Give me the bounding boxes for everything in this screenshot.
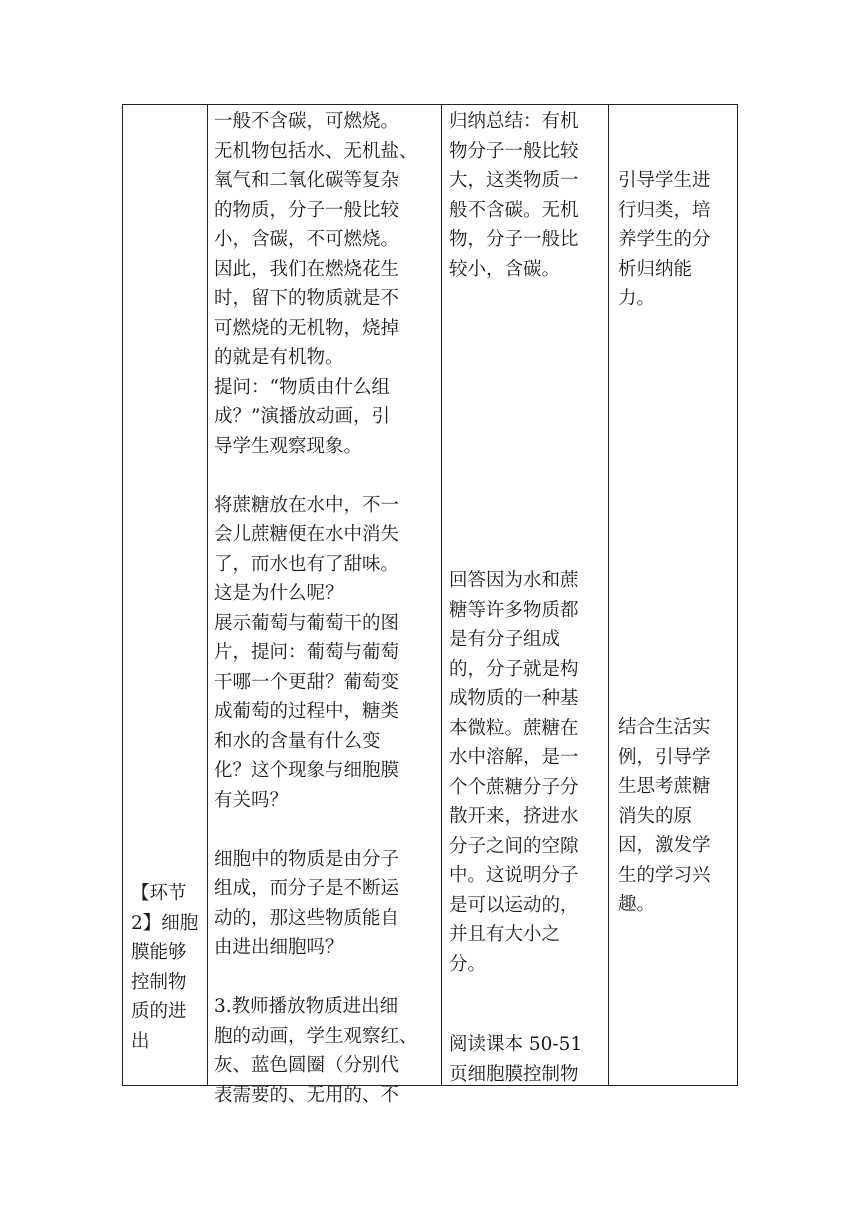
teacher-line: 导学生观察现象。 [214,435,363,457]
intent-line: 行归类，培 [618,199,711,221]
student-line: 的，分子就是构 [449,658,579,680]
lesson-plan-table [122,104,738,1106]
teacher-line: 胞的动画，学生观察红、 [214,1025,418,1047]
student-line: 页细胞膜控制物 [449,1063,579,1085]
teacher-line: 了，而水也有了甜味。 [214,553,400,575]
teacher-line: 灰、蓝色圆圈（分别代 [214,1055,400,1076]
intent-line: 消失的原 [618,805,693,827]
teacher-line: 片，提问：葡萄与葡萄 [214,642,400,663]
teacher-line: 表需要的、无用的、不 [214,1084,400,1106]
student-line: 是可以运动的， [449,894,579,916]
stage-line: 膜能够 [131,942,187,963]
teacher-line: 时，留下的物质就是不 [214,288,400,309]
column-divider [608,105,609,1085]
teacher-line: 成葡萄的过程中，糖类 [214,701,400,722]
teacher-line: 3.教师播放物质进出细 [214,996,399,1017]
teacher-line: 的就是有机物。 [214,347,344,368]
design-intent-block [618,713,711,920]
teacher-line: 由进出细胞吗？ [214,937,344,958]
student-line: 水中溶解，是一 [449,747,579,768]
stage-line: 控制物 [131,971,187,993]
design-intent-block [618,166,711,314]
teacher-line [214,461,418,491]
student-line: 散开来，挤进水 [449,806,579,827]
teacher-line: 和水的含量有什么变 [214,730,381,752]
stage-line: 【环节 [131,883,187,904]
teacher-line: 将蔗糖放在水中，不一 [214,494,400,516]
teacher-line: 可燃烧的无机物，烧掉 [214,317,400,339]
teacher-line: 成？”演播放动画，引 [214,406,390,427]
teacher-line: 这是为什么呢？ [214,583,344,604]
student-activity-block [449,1030,582,1089]
intent-line: 生的学习兴 [618,864,711,886]
student-line: 并且有大小之 [449,924,561,945]
stage-cell [131,879,198,1056]
stage-line: 2】细胞 [131,912,199,934]
stage-line: 质的进 [131,1001,187,1022]
stage-line: 出 [131,1030,150,1052]
student-line: 是有分子组成 [449,629,561,650]
intent-line: 生思考蔗糖 [618,776,711,797]
intent-line: 趣。 [618,894,656,915]
teacher-activity-cell [214,107,418,1110]
teacher-line: 动的，那这些物质能自 [214,907,400,929]
student-line: 阅读课本 50-51 [449,1034,583,1055]
teacher-line: 组成，而分子是不断运 [214,878,400,899]
student-line: 中。这说明分子 [449,865,579,886]
teacher-line: 小，含碳，不可燃烧。 [214,229,400,250]
teacher-line: 的物质，分子一般比较 [214,199,400,221]
student-line: 物，分子一般比 [449,229,579,250]
student-line: 物分子一般比较 [449,140,579,162]
student-line: 大，这类物质一 [449,170,579,191]
student-line: 较小，含碳。 [449,258,561,280]
teacher-line: 因此，我们在燃烧花生 [214,258,400,280]
teacher-line: 干哪一个更甜？葡萄变 [214,671,400,693]
teacher-line [214,963,418,993]
column-divider [441,105,442,1085]
student-line: 成物质的一种基 [449,688,579,709]
teacher-line: 提问：“物质由什么组 [214,376,390,398]
student-line: 个个蔗糖分子分 [449,776,579,798]
intent-line: 因，激发学 [618,835,711,856]
student-line: 糖等许多物质都 [449,599,579,621]
student-activity-block [449,107,579,284]
teacher-line: 有关吗？ [214,789,289,811]
student-line: 般不含碳。无机 [449,199,579,221]
teacher-line [214,815,418,845]
teacher-line: 细胞中的物质是由分子 [214,848,400,870]
teacher-line: 一般不含碳，可燃烧。 [214,111,400,132]
student-line: 本微粒。蔗糖在 [449,717,579,739]
teacher-line: 氧气和二氧化碳等复杂 [214,170,400,191]
intent-line: 养学生的分 [618,229,711,250]
column-divider [207,105,208,1085]
intent-line: 例，引导学 [618,746,711,768]
intent-line: 析归纳能 [618,258,693,280]
intent-line: 力。 [618,288,656,309]
teacher-line: 展示葡萄与葡萄干的图 [214,612,400,634]
student-line: 分。 [449,953,487,975]
intent-line: 引导学生进 [618,170,711,191]
teacher-line: 化？这个现象与细胞膜 [214,760,400,781]
teacher-line: 会儿蔗糖便在水中消失 [214,524,400,545]
student-line: 回答因为水和蔗 [449,570,579,591]
student-activity-block [449,566,579,979]
teacher-line: 无机物包括水、无机盐、 [214,140,418,162]
intent-line: 结合生活实 [618,717,711,738]
student-line: 分子之间的空隙 [449,835,579,857]
student-line: 归纳总结：有机 [449,111,579,132]
